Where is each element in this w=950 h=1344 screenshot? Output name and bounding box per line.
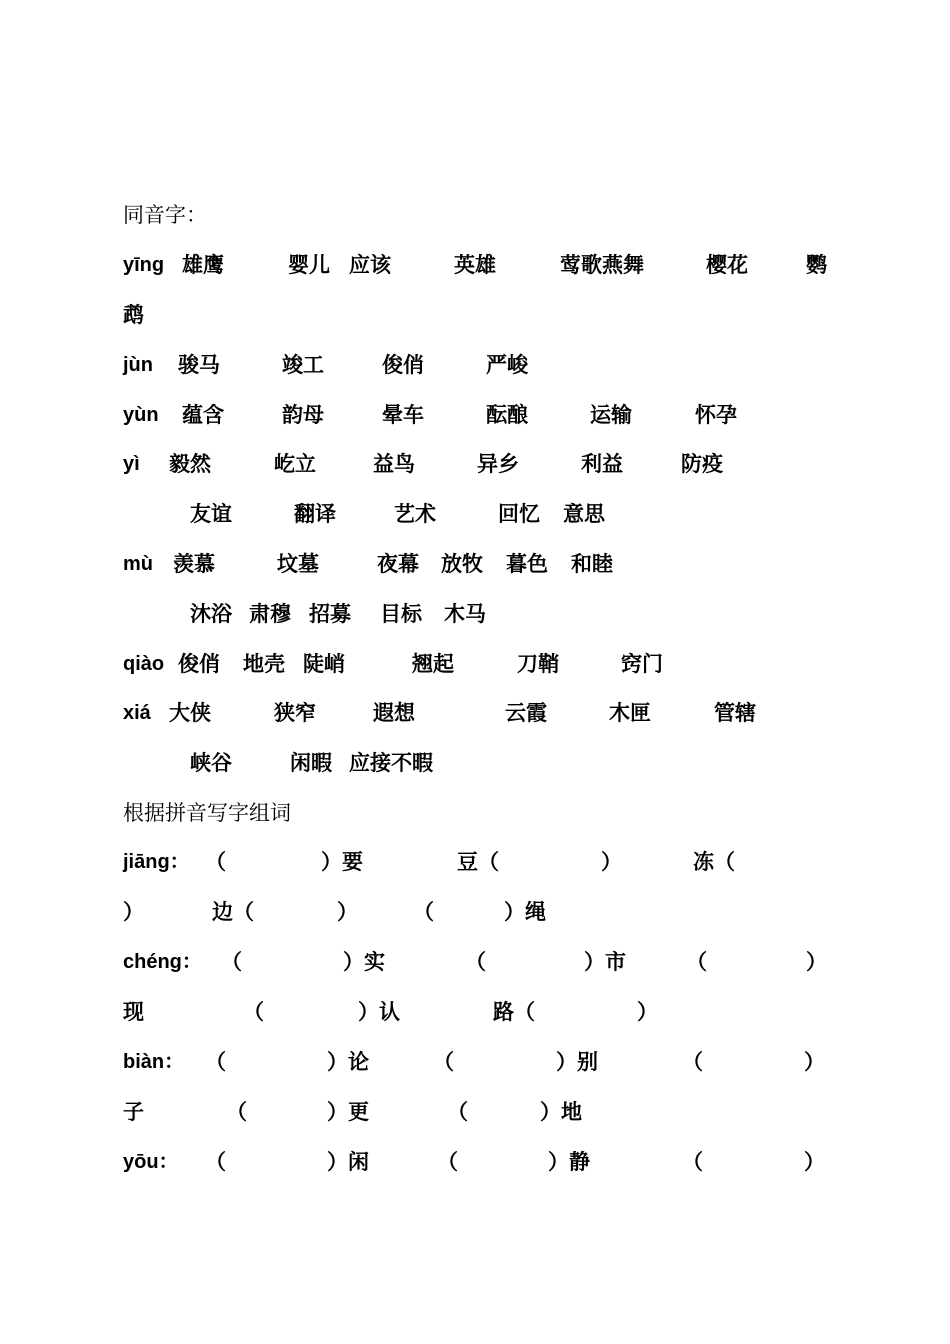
pinyin-yi: yì [123,453,140,475]
blank-close: ）实 [343,950,385,974]
blank-close: ）闲 [327,1150,369,1174]
pinyin-cheng: chéng： [123,951,202,973]
blank-open[interactable]: （ [221,950,242,974]
word: 回忆 [498,502,540,526]
pinyin-bian: biàn： [123,1051,185,1073]
word: 意思 [563,502,605,526]
word: 鹉 [123,303,144,327]
blank-close: ）更 [327,1100,369,1124]
word: 俊俏 [382,353,424,377]
word: 骏马 [178,353,220,377]
pinyin-you: yōu： [123,1151,179,1173]
blank-close: ） [804,1150,825,1174]
word: 夜幕 [377,552,419,576]
blank-open[interactable]: （ [413,900,434,924]
word: 招募 [309,602,351,626]
word: 子 [123,1100,144,1124]
word: 竣工 [282,353,324,377]
word: 翘起 [412,652,454,676]
word: 酝酿 [486,403,528,427]
blank-close: ）地 [540,1100,582,1124]
word: 沐浴 [190,602,232,626]
blank-close: ） [337,900,358,924]
blank-close: ） [601,850,622,874]
blank-close: ） [637,1000,658,1024]
word: 现 [123,1000,144,1024]
word: 暮色 [506,552,548,576]
word: 和睦 [571,552,613,576]
word: 樱花 [706,253,748,277]
pinyin-jun: jùn [123,354,153,376]
blank-open[interactable]: （ [205,1150,226,1174]
blank-open[interactable]: （ [682,1150,703,1174]
word: 闲暇 [290,751,332,775]
word: 英雄 [454,253,496,277]
word: 峡谷 [190,751,232,775]
blank-close: ） [123,900,144,924]
blank-open[interactable]: （ [205,1050,226,1074]
word: 大侠 [169,701,211,725]
pinyin-ying: yīng [123,254,165,276]
word: 木匣 [609,701,651,725]
blank-open[interactable]: （ [686,950,707,974]
word: 目标 [380,602,422,626]
word: 管辖 [714,701,756,725]
word: 陡峭 [303,652,345,676]
word: 益鸟 [373,452,415,476]
section-title-write-words: 根据拼音写字组词 [123,801,291,825]
word: 屹立 [274,452,316,476]
word: 晕车 [382,403,424,427]
word: 利益 [581,452,623,476]
word: 严峻 [486,353,528,377]
word: 遐想 [373,701,415,725]
word: 蕴含 [182,403,224,427]
word: 木马 [444,602,486,626]
word: 毅然 [169,452,211,476]
blank-open[interactable]: 豆（ [457,850,499,874]
pinyin-qiao: qiào [123,653,165,675]
pinyin-xia: xiá [123,702,151,724]
pinyin-mu: mù [123,553,153,575]
word: 放牧 [441,552,483,576]
word: 地壳 [243,652,285,676]
word: 异乡 [477,452,519,476]
blank-open[interactable]: （ [226,1100,247,1124]
blank-close: ）要 [321,850,363,874]
blank-close: ）论 [327,1050,369,1074]
blank-close: ）认 [358,1000,400,1024]
word: 友谊 [190,502,232,526]
word: 狭窄 [274,701,316,725]
blank-open[interactable]: （ [447,1100,468,1124]
word: 婴儿 [288,253,330,277]
word: 艺术 [394,502,436,526]
word: 俊俏 [178,652,220,676]
word: 肃穆 [249,602,291,626]
word: 坟墓 [277,552,319,576]
word: 怀孕 [695,403,737,427]
word: 运输 [590,403,632,427]
word: 窍门 [621,652,663,676]
blank-close: ）市 [584,950,626,974]
blank-open[interactable]: 边（ [212,900,254,924]
word: 鹦 [806,253,827,277]
word: 韵母 [282,403,324,427]
blank-close: ）绳 [504,900,546,924]
blank-open[interactable]: （ [682,1050,703,1074]
blank-close: ）别 [556,1050,598,1074]
blank-open[interactable]: （ [437,1150,458,1174]
blank-open[interactable]: 路（ [493,1000,535,1024]
section-title-homophones: 同音字： [123,203,207,227]
blank-open[interactable]: 冻（ [693,850,735,874]
blank-close: ） [806,950,827,974]
pinyin-yun: yùn [123,404,159,426]
blank-close: ） [804,1050,825,1074]
word: 云霞 [505,701,547,725]
word: 刀鞘 [517,652,559,676]
blank-open[interactable]: （ [433,1050,454,1074]
word: 应接不暇 [349,751,433,775]
blank-open[interactable]: （ [205,850,226,874]
blank-open[interactable]: （ [465,950,486,974]
word: 莺歌燕舞 [560,253,644,277]
word: 应该 [349,253,391,277]
word: 雄鹰 [182,253,224,277]
blank-close: ）静 [548,1150,590,1174]
pinyin-jiang: jiāng： [123,851,190,873]
word: 羡慕 [173,552,215,576]
word: 翻译 [294,502,336,526]
blank-open[interactable]: （ [243,1000,264,1024]
word: 防疫 [681,452,723,476]
